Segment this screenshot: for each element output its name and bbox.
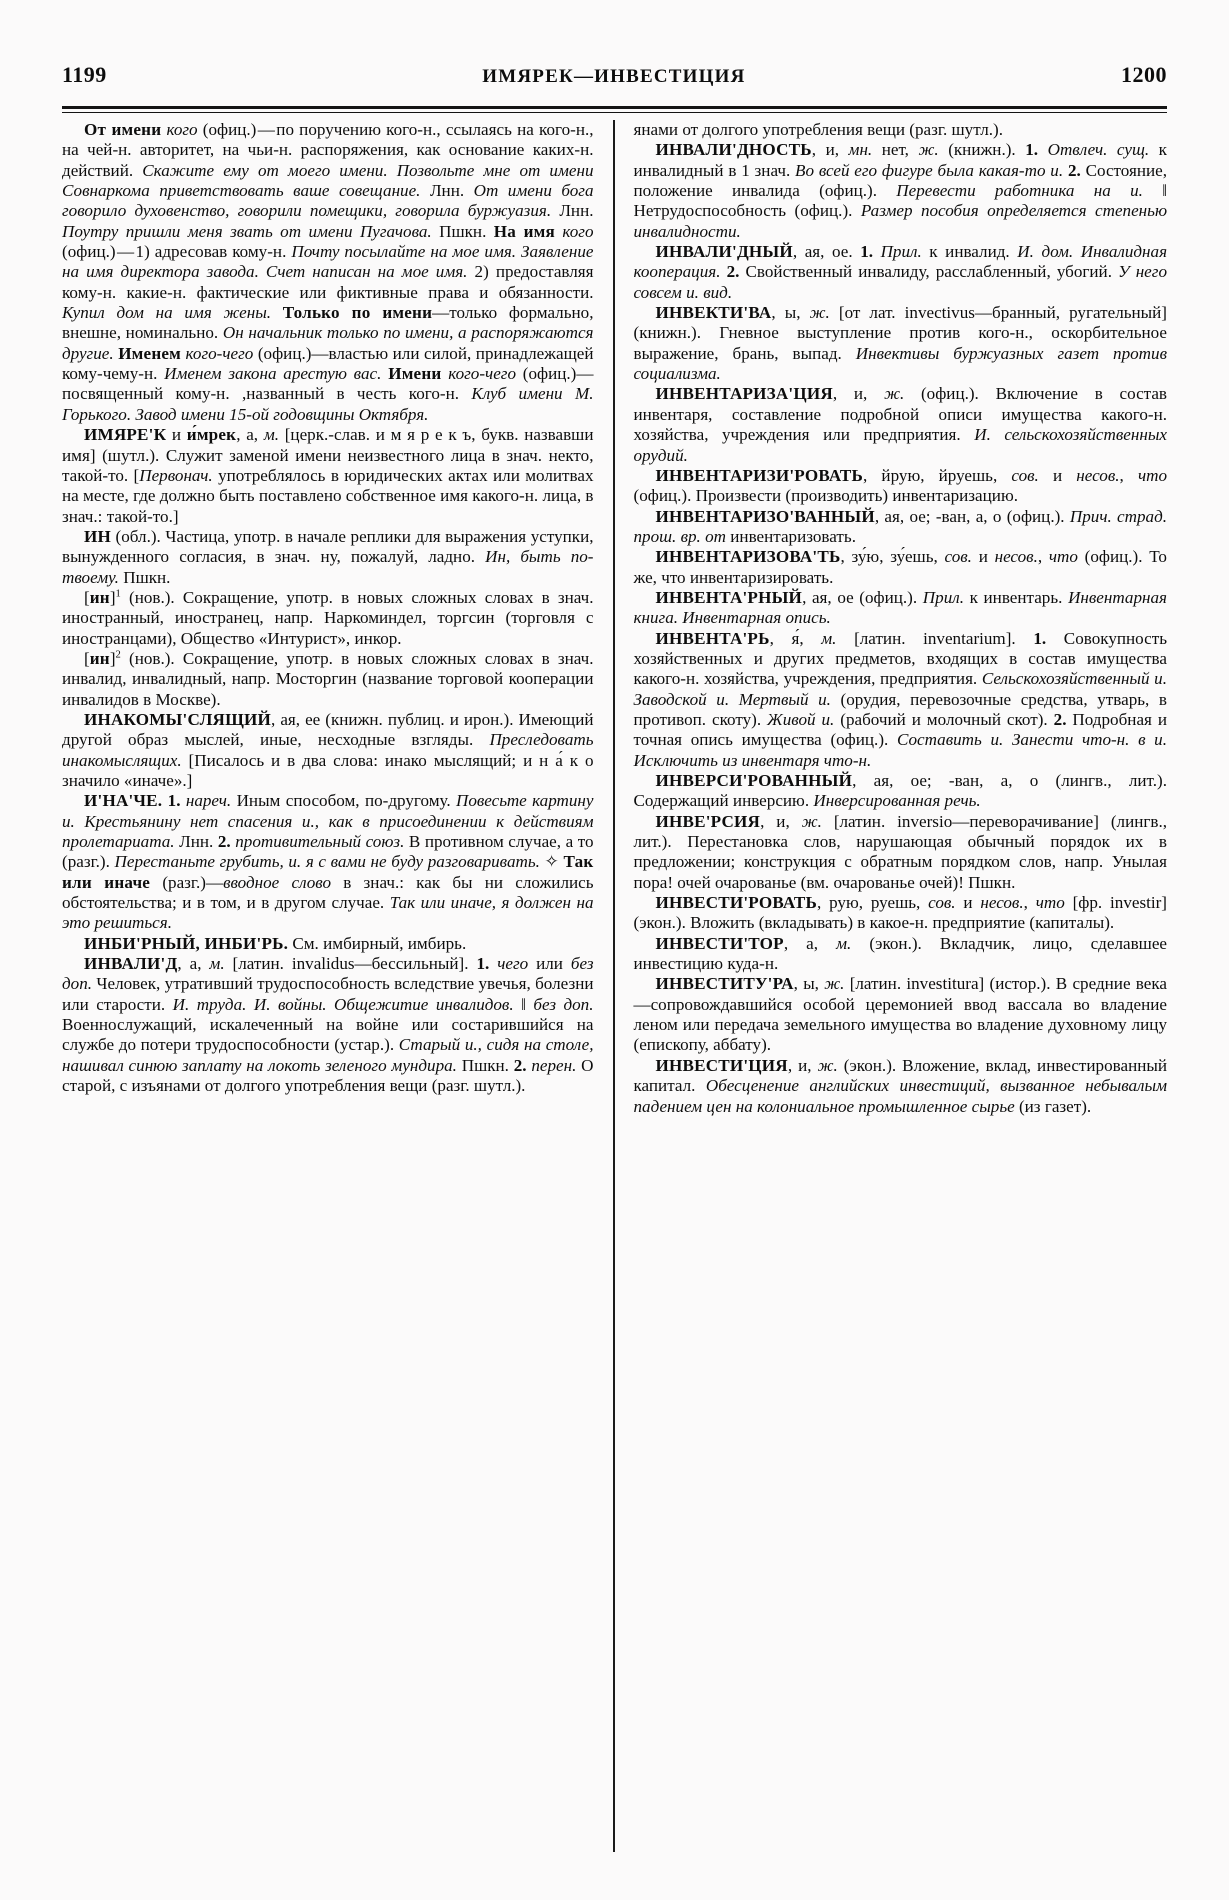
dictionary-entry: [ин]$^2$ (нов.). Сокращение, употр. в новых сложных словах в знач. инвалид, инвалидный, напр. Мосторгин (название торговой кооперации инвалидов в Москве).: [62, 648, 594, 709]
dictionary-entry: ИНВАЛИ'Д, а, м. [латин. invalidus—бессильный]. 1. чего или без доп. Человек, утративший трудоспособность вследствие увечья, болезни или старости. И. труда. И. войны. Общежитие инвалидов. ‖ без доп. Военнослужащий, искалеченный на войне или состарившийся на службе до потери трудоспособности (устар.). Старый и., сидя на столе, нашивал синюю заплату на локоть зеленого мундира. Пшкн. 2. перен. О старой, с изъянами от долгого употребления вещи (разг. шутл.).: [62, 954, 594, 1096]
right-column: [615, 120, 1168, 1852]
dictionary-entry: От имени кого (офиц.) — по поручению кого-н., ссылаясь на кого-н., на чей-н. авторитет, на чьи-н. распоряжения, как основание каких-н. действий. Скажите ему от моего имени. Позвольте мне от имени Совнаркома приветствовать ваше совещание. Лнн. От имени бога говорило духовенство, говорили помещики, говорила буржуазия. Лнн. Поутру пришли меня звать от имени Пугачова. Пшкн. На имя кого (офиц.) — 1) адресовав кому-н. Почту посылайте на мое имя. Заявление на имя директора завода. Счет написан на мое имя. 2) предоставляя кому-н. какие-н. фактические или фиктивные права и обязанности. Купил дом на имя жены. Только по имени—только формально, внешне, номинально. Он начальник только по имени, а распоряжаются другие. Именем кого-чего (офиц.)—властью или силой, принадлежащей кому-чему-н. Именем закона арестую вас. Имени кого-чего (офиц.)—посвященный кому-н. ,названный в честь кого-н. Клуб имени М. Горького. Завод имени 15-ой годовщины Октября.: [62, 120, 594, 424]
dictionary-entry: ИНВЕНТА'РНЫЙ, ая, ое (офиц.). Прил. к инвентарь. Инвентарная книга. Инвентарная опись.: [633, 587, 1167, 628]
dictionary-entry: ИМЯРЕ'К и и́мрек, а, м. [церк.-слав. и м я р е к ъ, букв. назвавши имя] (шутл.). Служит заменой имени неизвестного лица в знач. некто, такой-то. [Первонач. употреблялось в юридических актах или молитвах на месте, где должно быть поставлено собственное имя какого-н. лица, в знач.: такой-то.]: [62, 425, 594, 526]
dictionary-entry: ИНБИ'РНЫЙ, ИНБИ'РЬ. См. имбирный, имбирь.: [84, 933, 467, 953]
left-column: [62, 120, 615, 1852]
dictionary-entry: ИНАКОМЫ'СЛЯЩИЙ, ая, ее (книжн. публиц. и ирон.). Имеющий другой образ мыслей, иные, несходные взгляды. Преследовать инакомыслящих. [Писалось и в два слова: инако мыслящий; и н а́ к о значило «иначе».]: [62, 709, 594, 790]
dictionary-entry: ИНВАЛИ'ДНОСТЬ, и, мн. нет, ж. (книжн.). 1. Отвлеч. сущ. к инвалидный в 1 знач. Во всей его фигуре была какая-то и. 2. Состояние, положение инвалида (офиц.). Перевести работника на и. ‖ Нетрудоспособность (офиц.). Размер пособия определяется степенью инвалидности.: [633, 140, 1168, 241]
page-title: ИМЯРЕК—ИНВЕСТИЦИЯ: [482, 66, 746, 87]
dictionary-entry: ИНВАЛИ'ДНЫЙ, ая, ое. 1. Прил. к инвалид. И. дом. Инвалидная кооперация. 2. Свойственный инвалиду, расслабленный, убогий. У него совсем и. вид.: [633, 242, 1168, 302]
dictionary-entry: ИНВЕСТИТУ'РА, ы, ж. [латин. investitura] (истор.). В средние века—сопровождавшийся особой церемонией ввод вассала во владение леном или передача земельного имущества во владение духовному лицу (епископу, аббату).: [633, 974, 1167, 1055]
running-head: [62, 62, 1167, 96]
dictionary-entry: ИНВЕНТАРИЗИ'РОВАТЬ, йрую, йруешь, сов. и несов., что (офиц.). Произвести (производить) инвентаризацию.: [633, 465, 1168, 506]
dictionary-entry: ИНВЕСТИ'ЦИЯ, и, ж. (экон.). Вложение, вклад, инвестированный капитал. Обесценение английских инвестиций, вызванное небывалым падением цен на колониальное промышленное сырье (из газет).: [633, 1055, 1167, 1116]
dictionary-entry: ИНВЕНТАРИЗОВА'ТЬ, зу́ю, зу́ешь, сов. и несов., что (офиц.). То же, что инвентаризировать.: [633, 547, 1167, 587]
dictionary-entry: янами от долгого употребления вещи (разг. шутл.).: [633, 120, 1004, 139]
dictionary-entry: [ин]$^1$ (нов.). Сокращение, употр. в новых сложных словах в знач. иностранный, иностранец, напр. Наркоминдел, торгсин (торговля с иностранцами), Общество «Интурист», инкор.: [62, 587, 594, 648]
dictionary-entry: ИНВЕКТИ'ВА, ы, ж. [от лат. invectivus—бранный, ругательный] (книжн.). Гневное выступление против кого-н., оскорбительное выражение, брань, выпад. Инвективы буржуазных газет против социализма.: [633, 303, 1167, 384]
dictionary-entry: ИНВЕСТИ'РОВАТЬ, рую, руешь, сов. и несов., что [фр. investir] (экон.). Вложить (вкладывать) в какое-н. предприятие (капиталы).: [633, 893, 1167, 933]
dictionary-entry: ИНВЕ'РСИЯ, и, ж. [латин. inversio—переворачивание] (лингв., лит.). Перестановка слов, нарушающая обычный порядок их в предложении; конструкция с обратным порядком слов, напр. Унылая пора! очей очарованье (вм. очарованье очей)! Пшкн.: [633, 811, 1167, 892]
header-rule: [62, 106, 1167, 113]
folio-right: 1200: [1121, 62, 1167, 87]
folio-left: 1199: [62, 62, 107, 87]
column-container: [62, 120, 1167, 1852]
dictionary-entry: ИНВЕСТИ'ТОР, а, м. (экон.). Вкладчик, лицо, сделавшее инвестицию куда-н.: [633, 933, 1167, 974]
dictionary-entry: ИНВЕРСИ'РОВАННЫЙ, ая, ое; -ван, а, о (лингв., лит.). Содержащий инверсию. Инверсированная речь.: [633, 771, 1167, 811]
dictionary-entry: ИН (обл.). Частица, употр. в начале реплики для выражения уступки, вынужденного согласия, в знач. ну, пожалуй, ладно. Ин, быть по-твоему. Пшкн.: [62, 526, 594, 587]
dictionary-entry: И'НА'ЧЕ. 1. нареч. Иным способом, по-другому. Повесьте картину и. Крестьянину нет спасения и., как в присоединении к действиям пролетариата. Лнн. 2. противительный союз. В противном случае, а то (разг.). Перестаньте грубить, и. я с вами не буду разговаривать. ✧ Так или иначе (разг.)—вводное слово в знач.: как бы ни сложились обстоятельства; и в том, и в другом случае. Так или иначе, я должен на это решиться.: [62, 791, 594, 933]
dictionary-entry: ИНВЕНТАРИЗА'ЦИЯ, и, ж. (офиц.). Включение в состав инвентаря, составление подробной описи имущества какого-н. хозяйства, учреждения или предприятия. И. сельскохозяйственных орудий.: [633, 384, 1168, 465]
dictionary-entry: ИНВЕНТАРИЗО'ВАННЫЙ, ая, ое; -ван, а, о (офиц.). Прич. страд. прош. вр. от инвентаризовать.: [633, 506, 1167, 546]
dictionary-entry: ИНВЕНТА'РЬ, я́, м. [латин. inventarium]. 1. Совокупность хозяйственных и других предметов, входящих в состав имущества какого-н. хозяйства, учреждения, предприятия. Сельскохозяйственный и. Заводской и. Мертвый и. (орудия, перевозочные средства, утварь, в противоп. скоту). Живой и. (рабочий и молочный скот). 2. Подробная и точная опись имущества (офиц.). Составить и. Занести что-н. в и. Исключить из инвентаря что-н.: [633, 628, 1167, 770]
